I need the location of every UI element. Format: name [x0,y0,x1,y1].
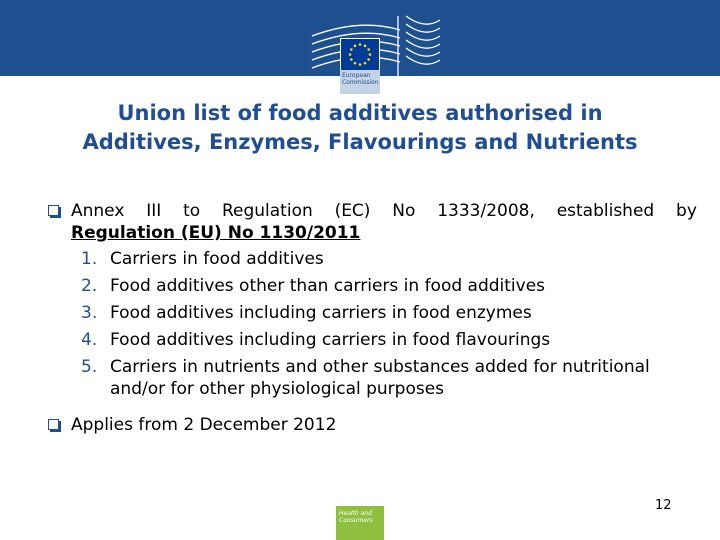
annex-word: No [392,201,416,221]
annex-text [71,200,697,244]
eu-star-icon [367,58,370,61]
checkbox-bullet-icon [48,419,59,430]
eu-star-icon [364,45,367,48]
list-item-number: 5. [81,357,98,377]
eu-star-icon [367,48,370,51]
list-item [47,329,697,351]
eu-star-icon [350,48,353,51]
applies-text: Applies from 2 December 2012 [71,415,337,435]
list-item [47,248,697,270]
annex-word: Regulation [221,201,313,221]
slide-body [47,200,697,436]
dg-health-consumers-logo [336,506,384,540]
annex-bullet [47,200,697,244]
list-item-text: Food additives other than carriers in food additives [110,276,546,296]
eu-star-icon [359,43,362,46]
dg-caption: Health and Consumers [339,510,373,524]
eu-star-icon [359,63,362,66]
annex-line [71,200,697,222]
list-item [47,275,697,297]
applies-bullet [47,414,697,436]
annex-word: by [676,201,697,221]
slide-title: Union list of food additives authorised in Additives, Enzymes, Flavourings and Nutrients [82,101,638,154]
list-item [47,302,697,324]
annex-word: established [556,201,655,221]
annex-word: III [146,201,162,221]
annex-word: Annex [71,201,125,221]
list-item-text: Food additives including carriers in food enzymes [110,303,532,323]
eu-star-icon [349,53,352,56]
list-item-text: Carriers in nutrients and other substances added for nutritional and/or for other physiological purposes [110,357,650,399]
list-item-text: Food additives including carriers in food flavourings [110,330,551,350]
list-item-number: 4. [81,330,98,350]
annex-word: (EC) [334,201,371,221]
annex-numbered-list [47,248,697,400]
list-item-number: 1. [81,249,98,269]
list-item [47,356,697,400]
eu-star-icon [354,62,357,65]
list-item-number: 2. [81,276,98,296]
regulation-link[interactable]: Regulation (EU) No 1130/2011 [71,223,361,243]
eu-star-icon [369,53,372,56]
list-item-text: Carriers in food additives [110,249,324,269]
checkbox-bullet-icon [48,205,59,216]
annex-word: to [183,201,201,221]
eu-star-icon [350,58,353,61]
list-item-number: 3. [81,303,98,323]
page-number: 12 [655,498,672,513]
annex-word: 1333/2008, [437,201,535,221]
eu-star-icon [364,62,367,65]
logo-caption: European Commission [340,70,380,94]
european-commission-logo [310,0,450,96]
eu-star-icon [354,45,357,48]
eu-flag-icon [340,38,380,71]
berlaymont-building-icon [310,0,450,76]
